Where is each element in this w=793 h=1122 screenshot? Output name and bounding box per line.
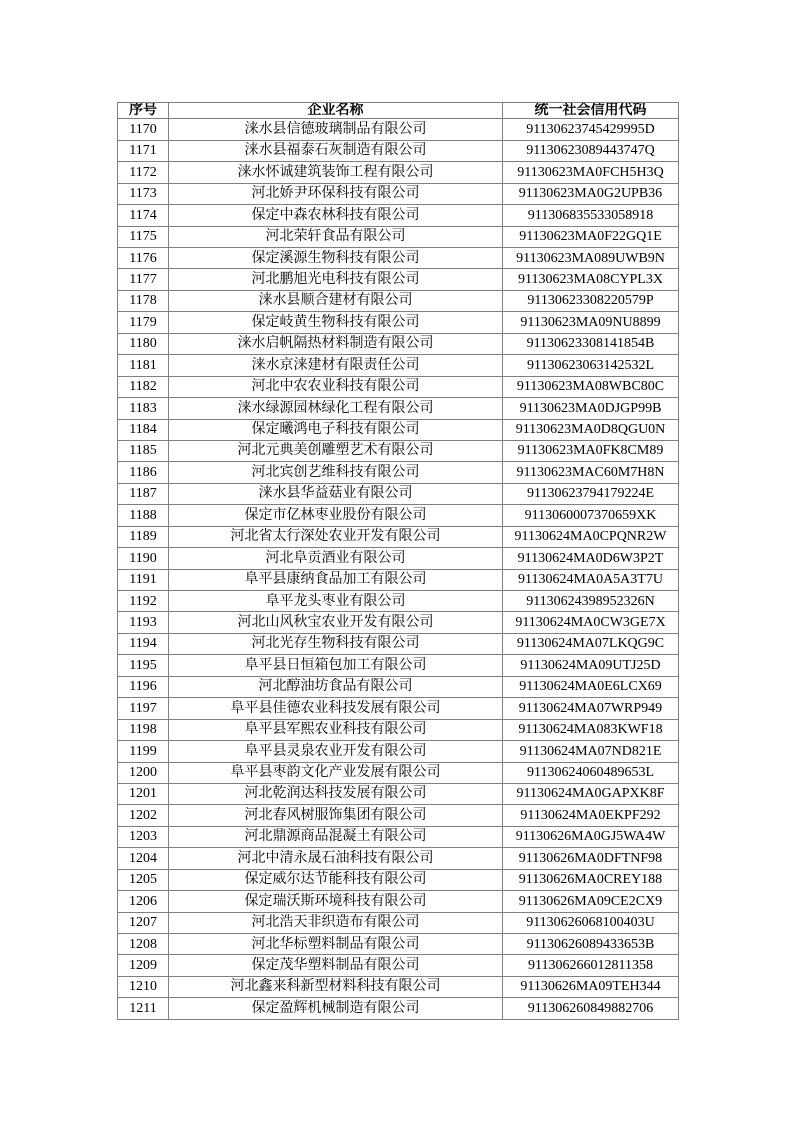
company-name-cell: 阜平县灵泉农业开发有限公司 xyxy=(169,741,503,762)
serial-cell: 1197 xyxy=(118,698,169,719)
credit-code-cell: 91130626089433653B xyxy=(503,934,679,955)
serial-cell: 1207 xyxy=(118,912,169,933)
company-name-cell: 河北华标塑料制品有限公司 xyxy=(169,934,503,955)
table-row xyxy=(118,226,679,247)
credit-code-cell: 911306835533058918 xyxy=(503,205,679,226)
serial-cell: 1195 xyxy=(118,655,169,676)
credit-code-cell: 91130623MA089UWB9N xyxy=(503,248,679,269)
table-row xyxy=(118,505,679,526)
table-row xyxy=(118,698,679,719)
credit-code-cell: 91130626MA0CREY188 xyxy=(503,869,679,890)
company-name-cell: 河北鑫来科新型材料科技有限公司 xyxy=(169,976,503,997)
serial-cell: 1211 xyxy=(118,998,169,1020)
table-row xyxy=(118,419,679,440)
serial-cell: 1178 xyxy=(118,290,169,311)
company-name-cell: 阜平县军熙农业科技有限公司 xyxy=(169,719,503,740)
credit-code-cell: 91130626MA0DFTNF98 xyxy=(503,848,679,869)
column-header-serial: 序号 xyxy=(118,103,169,119)
table-row xyxy=(118,162,679,183)
company-name-cell: 河北元典美创雕塑艺术有限公司 xyxy=(169,440,503,461)
table-row xyxy=(118,676,679,697)
credit-code-cell: 91130626068100403U xyxy=(503,912,679,933)
serial-cell: 1210 xyxy=(118,976,169,997)
company-name-cell: 河北荣轩食品有限公司 xyxy=(169,226,503,247)
serial-cell: 1184 xyxy=(118,419,169,440)
company-name-cell: 保定茂华塑料制品有限公司 xyxy=(169,955,503,976)
table-row xyxy=(118,912,679,933)
credit-code-cell: 91130626MA09TEH344 xyxy=(503,976,679,997)
company-name-cell: 涞水怀诚建筑装饰工程有限公司 xyxy=(169,162,503,183)
column-header-credit-code: 统一社会信用代码 xyxy=(503,103,679,119)
table-row xyxy=(118,741,679,762)
table-row xyxy=(118,826,679,847)
credit-code-cell: 91130624MA07LKQG9C xyxy=(503,633,679,654)
credit-code-cell: 91130623089443747Q xyxy=(503,140,679,161)
credit-code-cell: 91130623MA0FCH5H3Q xyxy=(503,162,679,183)
company-name-cell: 河北鹏旭光电科技有限公司 xyxy=(169,269,503,290)
table-row xyxy=(118,248,679,269)
company-name-cell: 河北中农农业科技有限公司 xyxy=(169,376,503,397)
serial-cell: 1171 xyxy=(118,140,169,161)
serial-cell: 1194 xyxy=(118,633,169,654)
company-name-cell: 河北娇尹环保科技有限公司 xyxy=(169,183,503,204)
serial-cell: 1187 xyxy=(118,483,169,504)
serial-cell: 1192 xyxy=(118,591,169,612)
serial-cell: 1180 xyxy=(118,333,169,354)
table-row xyxy=(118,805,679,826)
table-row xyxy=(118,719,679,740)
table-row xyxy=(118,269,679,290)
company-name-cell: 涞水县福泰石灰制造有限公司 xyxy=(169,140,503,161)
serial-cell: 1199 xyxy=(118,741,169,762)
credit-code-cell: 911306260849882706 xyxy=(503,998,679,1020)
serial-cell: 1205 xyxy=(118,869,169,890)
serial-cell: 1191 xyxy=(118,569,169,590)
credit-code-cell: 91130624MA0GAPXK8F xyxy=(503,783,679,804)
company-name-cell: 保定瑞沃斯环境科技有限公司 xyxy=(169,891,503,912)
table-row xyxy=(118,526,679,547)
credit-code-cell: 91130624MA0CW3GE7X xyxy=(503,612,679,633)
company-name-cell: 河北中清永晟石油科技有限公司 xyxy=(169,848,503,869)
credit-code-cell: 91130623063142532L xyxy=(503,355,679,376)
table-row xyxy=(118,376,679,397)
table-row xyxy=(118,140,679,161)
credit-code-cell: 91130623MA0FK8CM89 xyxy=(503,440,679,461)
credit-code-cell: 91130623MA0DJGP99B xyxy=(503,398,679,419)
company-name-cell: 河北春风树服饰集团有限公司 xyxy=(169,805,503,826)
credit-code-cell: 91130623308141854B xyxy=(503,333,679,354)
table-row xyxy=(118,762,679,783)
credit-code-cell: 91130624MA0EKPF292 xyxy=(503,805,679,826)
credit-code-cell: 91130624MA0A5A3T7U xyxy=(503,569,679,590)
table-row xyxy=(118,998,679,1020)
credit-code-cell: 91130624MA09UTJ25D xyxy=(503,655,679,676)
serial-cell: 1176 xyxy=(118,248,169,269)
table-row xyxy=(118,934,679,955)
table-row xyxy=(118,548,679,569)
table-row xyxy=(118,591,679,612)
serial-cell: 1204 xyxy=(118,848,169,869)
credit-code-cell: 91130624398952326N xyxy=(503,591,679,612)
credit-code-cell: 91130623MA0D8QGU0N xyxy=(503,419,679,440)
table-row xyxy=(118,462,679,483)
serial-cell: 1203 xyxy=(118,826,169,847)
serial-cell: 1182 xyxy=(118,376,169,397)
credit-code-cell: 91130624MA07WRP949 xyxy=(503,698,679,719)
serial-cell: 1208 xyxy=(118,934,169,955)
serial-cell: 1186 xyxy=(118,462,169,483)
company-name-cell: 河北醇油坊食品有限公司 xyxy=(169,676,503,697)
company-name-cell: 河北浩天非织造布有限公司 xyxy=(169,912,503,933)
table-row xyxy=(118,398,679,419)
serial-cell: 1185 xyxy=(118,440,169,461)
company-name-cell: 阜平县日恒箱包加工有限公司 xyxy=(169,655,503,676)
serial-cell: 1179 xyxy=(118,312,169,333)
company-name-cell: 涞水县信德玻璃制品有限公司 xyxy=(169,119,503,140)
table-row xyxy=(118,783,679,804)
serial-cell: 1175 xyxy=(118,226,169,247)
company-credit-code-table xyxy=(117,102,679,1020)
table-row xyxy=(118,569,679,590)
credit-code-cell: 91130623308220579P xyxy=(503,290,679,311)
serial-cell: 1181 xyxy=(118,355,169,376)
table-header-row xyxy=(118,103,679,119)
credit-code-cell: 91130624MA0D6W3P2T xyxy=(503,548,679,569)
serial-cell: 1172 xyxy=(118,162,169,183)
serial-cell: 1170 xyxy=(118,119,169,140)
serial-cell: 1183 xyxy=(118,398,169,419)
serial-cell: 1193 xyxy=(118,612,169,633)
table-row xyxy=(118,612,679,633)
company-name-cell: 保定威尔达节能科技有限公司 xyxy=(169,869,503,890)
serial-cell: 1209 xyxy=(118,955,169,976)
company-name-cell: 阜平县康纳食品加工有限公司 xyxy=(169,569,503,590)
serial-cell: 1190 xyxy=(118,548,169,569)
credit-code-cell: 911306266012811358 xyxy=(503,955,679,976)
table-row xyxy=(118,483,679,504)
credit-code-cell: 91130624MA083KWF18 xyxy=(503,719,679,740)
credit-code-cell: 91130623794179224E xyxy=(503,483,679,504)
company-name-cell: 河北乾润达科技发展有限公司 xyxy=(169,783,503,804)
table-row xyxy=(118,440,679,461)
credit-code-cell: 91130623MA09NU8899 xyxy=(503,312,679,333)
company-name-cell: 涞水京涞建材有限责任公司 xyxy=(169,355,503,376)
credit-code-cell: 91130626MA09CE2CX9 xyxy=(503,891,679,912)
credit-code-cell: 91130623745429995D xyxy=(503,119,679,140)
table-row xyxy=(118,183,679,204)
company-name-cell: 河北阜贡酒业有限公司 xyxy=(169,548,503,569)
company-name-cell: 阜平龙头枣业有限公司 xyxy=(169,591,503,612)
company-name-cell: 河北鼎源商品混凝土有限公司 xyxy=(169,826,503,847)
serial-cell: 1196 xyxy=(118,676,169,697)
company-name-cell: 保定溪源生物科技有限公司 xyxy=(169,248,503,269)
company-name-cell: 涞水县顺合建材有限公司 xyxy=(169,290,503,311)
serial-cell: 1202 xyxy=(118,805,169,826)
company-name-cell: 阜平县枣韵文化产业发展有限公司 xyxy=(169,762,503,783)
serial-cell: 1189 xyxy=(118,526,169,547)
serial-cell: 1173 xyxy=(118,183,169,204)
serial-cell: 1177 xyxy=(118,269,169,290)
company-name-cell: 保定盈辉机械制造有限公司 xyxy=(169,998,503,1020)
table-row xyxy=(118,655,679,676)
credit-code-cell: 91130624MA07ND821E xyxy=(503,741,679,762)
credit-code-cell: 91130624MA0E6LCX69 xyxy=(503,676,679,697)
column-header-company-name: 企业名称 xyxy=(169,103,503,119)
table-row xyxy=(118,633,679,654)
company-name-cell: 河北省太行深处农业开发有限公司 xyxy=(169,526,503,547)
table-row xyxy=(118,119,679,140)
serial-cell: 1198 xyxy=(118,719,169,740)
credit-code-cell: 91130624060489653L xyxy=(503,762,679,783)
company-name-cell: 河北山风秋宝农业开发有限公司 xyxy=(169,612,503,633)
serial-cell: 1206 xyxy=(118,891,169,912)
table-row xyxy=(118,355,679,376)
credit-code-cell: 9113060007370659XK xyxy=(503,505,679,526)
table-body xyxy=(118,119,679,1020)
company-name-cell: 涞水启帆隔热材料制造有限公司 xyxy=(169,333,503,354)
credit-code-cell: 91130623MAC60M7H8N xyxy=(503,462,679,483)
credit-code-cell: 91130623MA0G2UPB36 xyxy=(503,183,679,204)
company-name-cell: 阜平县佳德农业科技发展有限公司 xyxy=(169,698,503,719)
company-name-cell: 保定中森农林科技有限公司 xyxy=(169,205,503,226)
credit-code-cell: 91130623MA08WBC80C xyxy=(503,376,679,397)
table-row xyxy=(118,955,679,976)
credit-code-cell: 91130624MA0CPQNR2W xyxy=(503,526,679,547)
table-row xyxy=(118,333,679,354)
company-name-cell: 涞水绿源园林绿化工程有限公司 xyxy=(169,398,503,419)
company-name-cell: 河北光存生物科技有限公司 xyxy=(169,633,503,654)
company-name-cell: 保定岐黄生物科技有限公司 xyxy=(169,312,503,333)
table-row xyxy=(118,312,679,333)
company-name-cell: 河北宾创艺维科技有限公司 xyxy=(169,462,503,483)
serial-cell: 1200 xyxy=(118,762,169,783)
company-name-cell: 保定市亿林枣业股份有限公司 xyxy=(169,505,503,526)
credit-code-cell: 91130623MA0F22GQ1E xyxy=(503,226,679,247)
serial-cell: 1174 xyxy=(118,205,169,226)
table-row xyxy=(118,848,679,869)
table-row xyxy=(118,290,679,311)
table-row xyxy=(118,869,679,890)
table-row xyxy=(118,205,679,226)
credit-code-cell: 91130623MA08CYPL3X xyxy=(503,269,679,290)
table-row xyxy=(118,891,679,912)
serial-cell: 1188 xyxy=(118,505,169,526)
serial-cell: 1201 xyxy=(118,783,169,804)
table-row xyxy=(118,976,679,997)
credit-code-cell: 91130626MA0GJ5WA4W xyxy=(503,826,679,847)
company-name-cell: 涞水县华益菇业有限公司 xyxy=(169,483,503,504)
company-name-cell: 保定曦鸿电子科技有限公司 xyxy=(169,419,503,440)
